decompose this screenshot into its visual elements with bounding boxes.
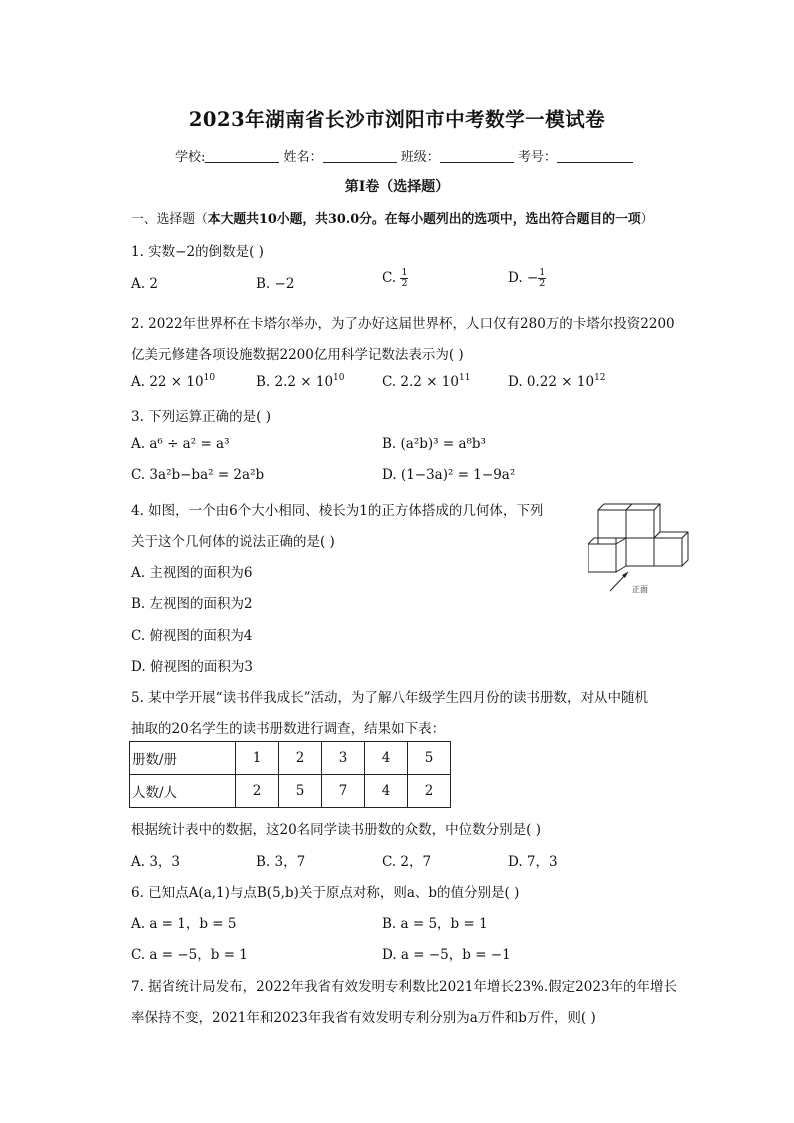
q5-stem-after-table: 根据统计表中的数据，这20名同学读书册数的众数，中位数分别是( ) — [131, 822, 542, 838]
q1-stem: 1. 实数−2的倒数是( ) — [131, 244, 264, 260]
student-info-line — [175, 146, 633, 165]
instructions-prefix: 一、选择题（ — [131, 212, 208, 227]
table-cell: 5 — [408, 742, 451, 775]
school-blank — [205, 150, 279, 163]
q2-option-a-base: A. 22 × 10 — [131, 374, 204, 390]
q5-option-b: B. 3，7 — [256, 854, 306, 870]
q7-stem-line2: 率保持不变，2021年和2023年我省有效发明专利分别为a万件和b万件，则( ) — [131, 1010, 596, 1026]
q5-option-a: A. 3，3 — [131, 854, 181, 870]
q5-option-d: D. 7，3 — [508, 854, 558, 870]
q3-option-d: D. (1−3a)² = 1−9a² — [382, 467, 516, 483]
q3-stem: 3. 下列运算正确的是( ) — [131, 409, 271, 425]
q2-stem-line1: 2. 2022年世界杯在卡塔尔举办，为了办好这届世界杯，人口仅有280万的卡塔尔投资2200 — [131, 316, 675, 332]
table-cell: 1 — [236, 742, 279, 775]
fraction-numerator: 1 — [401, 267, 408, 278]
page-title: 2023年湖南省长沙市浏阳市中考数学一模试卷 — [188, 108, 606, 131]
q3-option-b: B. (a²b)³ = a⁸b³ — [382, 436, 486, 452]
table-cell: 3 — [322, 742, 365, 775]
table-row-header: 人数/人 — [130, 775, 236, 808]
q6-option-c: C. a = −5，b = 1 — [131, 947, 248, 963]
q2-option-d-exponent: 12 — [594, 373, 606, 383]
q2-option-b-exponent: 10 — [333, 373, 345, 383]
table-cell: 4 — [365, 742, 408, 775]
q4-option-a: A. 主视图的面积为6 — [131, 565, 253, 581]
q3-option-c: C. 3a²b−ba² = 2a²b — [131, 467, 265, 483]
section-title: 第Ⅰ卷（选择题） — [344, 179, 450, 195]
name-blank — [323, 150, 397, 163]
q1-option-a: A. 2 — [131, 276, 158, 292]
section-instructions — [131, 208, 653, 227]
q4-option-c: C. 俯视图的面积为4 — [131, 628, 253, 644]
q2-option-c-exponent: 11 — [458, 373, 471, 383]
q2-option-b — [256, 374, 345, 390]
reading-stats-table — [129, 741, 451, 808]
class-blank — [440, 150, 514, 163]
front-view-label: 正面 — [632, 585, 648, 594]
class-label: 班级： — [400, 150, 440, 165]
q4-stem-line1: 4. 如图，一个由6个大小相同、棱长为1的正方体搭成的几何体，下列 — [131, 503, 544, 519]
table-cell: 2 — [408, 775, 451, 808]
fraction-denominator: 2 — [539, 278, 546, 289]
exam-number-label: 考号： — [517, 150, 557, 165]
q6-option-d: D. a = −5，b = −1 — [382, 947, 511, 963]
q2-stem-line2: 亿美元修建各项设施数据2200亿用科学记数法表示为( ) — [131, 347, 464, 363]
q6-stem: 6. 已知点A(a,1)与点B(5,b)关于原点对称，则a、b的值分别是( ) — [131, 885, 520, 901]
instructions-bold: 本大题共10小题，共30.0分。在每小题列出的选项中，选出符合题目的一项 — [207, 212, 641, 227]
instructions-suffix: ） — [640, 212, 654, 227]
q1-option-c-label: C. — [382, 270, 397, 286]
q5-stem-line1: 5. 某中学开展“读书伴我成长”活动，为了解八年级学生四月份的读书册数，对从中随机 — [131, 690, 648, 706]
q5-stem-line2: 抽取的20名学生的读书册数进行调查，结果如下表： — [131, 721, 446, 737]
cube-solid-figure — [588, 500, 692, 598]
exam-number-blank — [557, 150, 633, 163]
q2-option-a — [131, 374, 215, 390]
q2-option-c-base: C. 2.2 × 10 — [382, 374, 459, 390]
q2-option-d — [508, 374, 606, 390]
q2-option-b-base: B. 2.2 × 10 — [256, 374, 334, 390]
q6-option-a: A. a = 1，b = 5 — [131, 916, 237, 932]
q1-option-d — [508, 268, 546, 289]
q1-option-c — [382, 268, 408, 289]
q3-option-a: A. a⁶ ÷ a² = a³ — [131, 436, 230, 452]
q1-option-d-label: D. − — [508, 270, 539, 286]
q1-option-c-fraction — [400, 268, 408, 289]
q4-option-d: D. 俯视图的面积为3 — [131, 659, 254, 675]
q2-option-c — [382, 374, 470, 390]
table-cell: 2 — [279, 742, 322, 775]
table-row — [130, 775, 451, 808]
q7-stem-line1: 7. 据省统计局发布，2022年我省有效发明专利数比2021年增长23%.假定2023年的年增长 — [131, 979, 678, 995]
table-row-header: 册数/册 — [130, 742, 236, 775]
q2-option-a-exponent: 10 — [203, 373, 216, 383]
q4-stem-line2: 关于这个几何体的说法正确的是( ) — [131, 534, 335, 550]
school-label: 学校: — [175, 150, 206, 165]
fraction-numerator: 1 — [539, 267, 546, 278]
q1-option-b: B. −2 — [256, 276, 295, 292]
q1-option-d-fraction — [538, 268, 546, 289]
table-row — [130, 742, 451, 775]
fraction-denominator: 2 — [401, 278, 408, 289]
table-cell: 7 — [322, 775, 365, 808]
name-label: 姓名： — [283, 150, 323, 165]
q6-option-b: B. a = 5，b = 1 — [382, 916, 488, 932]
q5-option-c: C. 2，7 — [382, 854, 432, 870]
q4-option-b: B. 左视图的面积为2 — [131, 596, 253, 612]
q2-option-d-base: D. 0.22 × 10 — [508, 374, 595, 390]
table-cell: 2 — [236, 775, 279, 808]
table-cell: 5 — [279, 775, 322, 808]
table-cell: 4 — [365, 775, 408, 808]
